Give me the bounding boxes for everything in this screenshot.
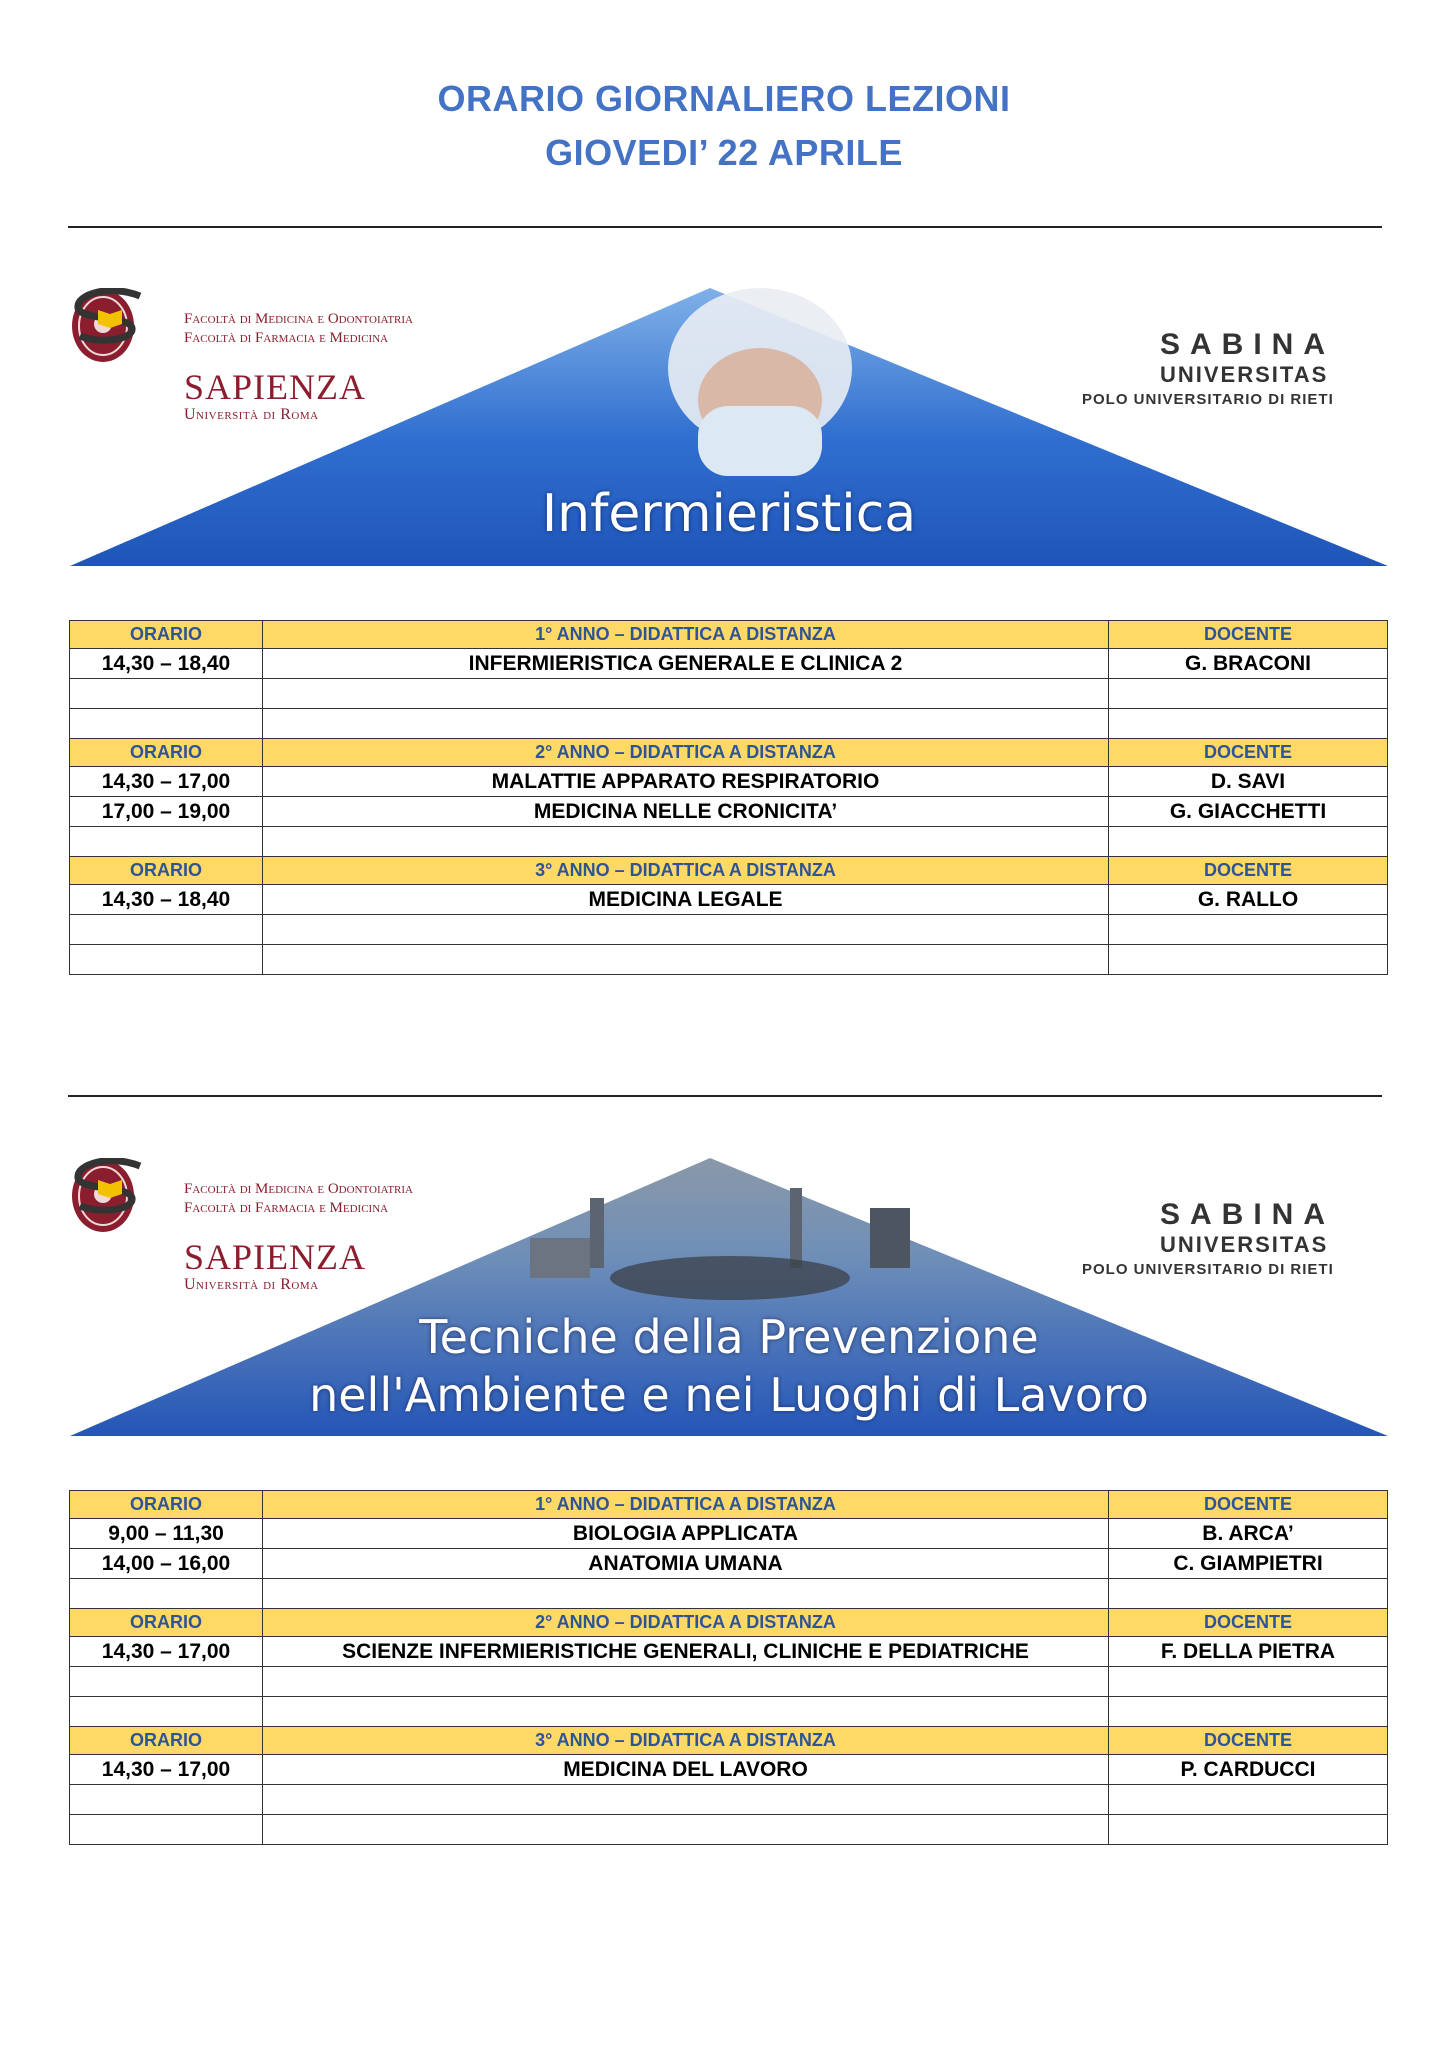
- polo-text: POLO UNIVERSITARIO DI RIETI: [1082, 391, 1334, 408]
- table-cell: [1109, 709, 1388, 739]
- table-cell: ORARIO: [70, 1609, 263, 1637]
- table-cell: ANATOMIA UMANA: [263, 1549, 1109, 1579]
- polo-text: POLO UNIVERSITARIO DI RIETI: [1082, 1261, 1334, 1278]
- table-cell: DOCENTE: [1109, 621, 1388, 649]
- table-cell: 14,30 – 17,00: [70, 1755, 263, 1785]
- table-cell: 14,30 – 17,00: [70, 767, 263, 797]
- table-cell: 1° ANNO – DIDATTICA A DISTANZA: [263, 621, 1109, 649]
- table-row: [70, 1519, 1388, 1549]
- table-cell: C. GIAMPIETRI: [1109, 1549, 1388, 1579]
- table-cell: 3° ANNO – DIDATTICA A DISTANZA: [263, 1727, 1109, 1755]
- table-cell: [263, 679, 1109, 709]
- table-row: [70, 1637, 1388, 1667]
- sabina-logo-icon: [70, 1158, 150, 1214]
- table-cell: 2° ANNO – DIDATTICA A DISTANZA: [263, 739, 1109, 767]
- table-cell: DOCENTE: [1109, 1727, 1388, 1755]
- table-row: [70, 1697, 1388, 1727]
- table-cell: [1109, 1697, 1388, 1727]
- table-row: [70, 1815, 1388, 1845]
- table-row: [70, 915, 1388, 945]
- table-row: [70, 797, 1388, 827]
- table-cell: 3° ANNO – DIDATTICA A DISTANZA: [263, 857, 1109, 885]
- table-cell: [70, 915, 263, 945]
- table-cell: F. DELLA PIETRA: [1109, 1637, 1388, 1667]
- year-header-row: [70, 857, 1388, 885]
- table-cell: [70, 709, 263, 739]
- table-cell: MEDICINA NELLE CRONICITA’: [263, 797, 1109, 827]
- table-cell: [1109, 679, 1388, 709]
- table-cell: DOCENTE: [1109, 1609, 1388, 1637]
- building-shape: [870, 1208, 910, 1268]
- table-cell: [1109, 827, 1388, 857]
- table-cell: 17,00 – 19,00: [70, 797, 263, 827]
- table-cell: DOCENTE: [1109, 857, 1388, 885]
- table-cell: [70, 1667, 263, 1697]
- table-cell: [1109, 1667, 1388, 1697]
- table-cell: [1109, 1785, 1388, 1815]
- chimney-shape: [790, 1188, 802, 1268]
- table-cell: ORARIO: [70, 1727, 263, 1755]
- divider: [68, 1095, 1382, 1097]
- table-cell: SCIENZE INFERMIERISTICHE GENERALI, CLINICHE E PEDIATRICHE: [263, 1637, 1109, 1667]
- table-cell: [263, 945, 1109, 975]
- table-cell: DOCENTE: [1109, 739, 1388, 767]
- table-cell: [263, 1579, 1109, 1609]
- sapienza-name: SAPIENZA: [184, 1237, 367, 1277]
- table-cell: DOCENTE: [1109, 1491, 1388, 1519]
- banner-infermieristica: [70, 288, 1388, 570]
- banner-title: Infermieristica: [541, 484, 917, 544]
- table-cell: [263, 915, 1109, 945]
- table-cell: [1109, 1815, 1388, 1845]
- year-header-row: [70, 1727, 1388, 1755]
- table-row: [70, 945, 1388, 975]
- schedule-table-infermieristica: [69, 620, 1388, 975]
- schedule-table-tecniche-prevenzione: [69, 1490, 1388, 1845]
- faculty-text: Facoltà di Medicina e Odontoiatria Facoltà di Farmacia e Medicina: [184, 311, 413, 346]
- table-cell: MEDICINA DEL LAVORO: [263, 1755, 1109, 1785]
- banner-tecniche-prevenzione: [70, 1158, 1388, 1440]
- sapienza-subtitle: Università di Roma: [184, 406, 319, 423]
- table-cell: 14,00 – 16,00: [70, 1549, 263, 1579]
- table-cell: 9,00 – 11,30: [70, 1519, 263, 1549]
- table-row: [70, 827, 1388, 857]
- year-header-row: [70, 621, 1388, 649]
- table-cell: MEDICINA LEGALE: [263, 885, 1109, 915]
- table-cell: 1° ANNO – DIDATTICA A DISTANZA: [263, 1491, 1109, 1519]
- mask-shape: [698, 406, 822, 476]
- sabina-name: SABINA: [1160, 1198, 1336, 1231]
- table-row: [70, 1579, 1388, 1609]
- table-row: [70, 1549, 1388, 1579]
- table-cell: [263, 1815, 1109, 1845]
- year-header-row: [70, 1491, 1388, 1519]
- universitas-name: UNIVERSITAS: [1160, 362, 1329, 387]
- table-cell: [70, 1697, 263, 1727]
- table-cell: ORARIO: [70, 1491, 263, 1519]
- table-row: [70, 885, 1388, 915]
- table-cell: ORARIO: [70, 739, 263, 767]
- table-cell: ORARIO: [70, 621, 263, 649]
- year-header-row: [70, 1609, 1388, 1637]
- table-cell: [263, 1785, 1109, 1815]
- building-shape: [530, 1238, 590, 1278]
- table-cell: 14,30 – 17,00: [70, 1637, 263, 1667]
- table-cell: P. CARDUCCI: [1109, 1755, 1388, 1785]
- sabina-name: SABINA: [1160, 328, 1336, 361]
- divider: [68, 226, 1382, 228]
- sabina-logo-icon: [70, 288, 150, 344]
- table-row: [70, 1755, 1388, 1785]
- table-cell: G. GIACCHETTI: [1109, 797, 1388, 827]
- universitas-name: UNIVERSITAS: [1160, 1232, 1329, 1257]
- table-cell: [70, 1815, 263, 1845]
- table-cell: [70, 827, 263, 857]
- banner-title: Tecniche della Prevenzione nell'Ambiente e nei Luoghi di Lavoro: [309, 1310, 1149, 1422]
- table-cell: [263, 827, 1109, 857]
- table-row: [70, 709, 1388, 739]
- table-cell: [263, 1697, 1109, 1727]
- table-cell: 14,30 – 18,40: [70, 649, 263, 679]
- year-header-row: [70, 739, 1388, 767]
- table-cell: [70, 1579, 263, 1609]
- faculty-text: Facoltà di Medicina e Odontoiatria Facoltà di Farmacia e Medicina: [184, 1181, 413, 1216]
- sapienza-name: SAPIENZA: [184, 367, 367, 407]
- sapienza-subtitle: Università di Roma: [184, 1276, 319, 1293]
- table-row: [70, 1667, 1388, 1697]
- table-row: [70, 1785, 1388, 1815]
- table-row: [70, 767, 1388, 797]
- table-cell: BIOLOGIA APPLICATA: [263, 1519, 1109, 1549]
- table-cell: [1109, 915, 1388, 945]
- table-cell: 2° ANNO – DIDATTICA A DISTANZA: [263, 1609, 1109, 1637]
- table-row: [70, 649, 1388, 679]
- table-cell: [263, 709, 1109, 739]
- table-cell: [70, 679, 263, 709]
- table-cell: D. SAVI: [1109, 767, 1388, 797]
- table-cell: B. ARCA’: [1109, 1519, 1388, 1549]
- chimney-shape: [590, 1198, 604, 1268]
- table-cell: MALATTIE APPARATO RESPIRATORIO: [263, 767, 1109, 797]
- table-cell: INFERMIERISTICA GENERALE E CLINICA 2: [263, 649, 1109, 679]
- table-cell: ORARIO: [70, 857, 263, 885]
- table-cell: [1109, 1579, 1388, 1609]
- page-date: GIOVEDI’ 22 APRILE: [545, 132, 903, 173]
- table-cell: [70, 1785, 263, 1815]
- page-title: ORARIO GIORNALIERO LEZIONI: [437, 78, 1011, 119]
- table-cell: [1109, 945, 1388, 975]
- table-cell: [263, 1667, 1109, 1697]
- table-cell: [70, 945, 263, 975]
- ground-shape: [610, 1256, 850, 1300]
- table-cell: 14,30 – 18,40: [70, 885, 263, 915]
- table-cell: G. RALLO: [1109, 885, 1388, 915]
- table-row: [70, 679, 1388, 709]
- table-cell: G. BRACONI: [1109, 649, 1388, 679]
